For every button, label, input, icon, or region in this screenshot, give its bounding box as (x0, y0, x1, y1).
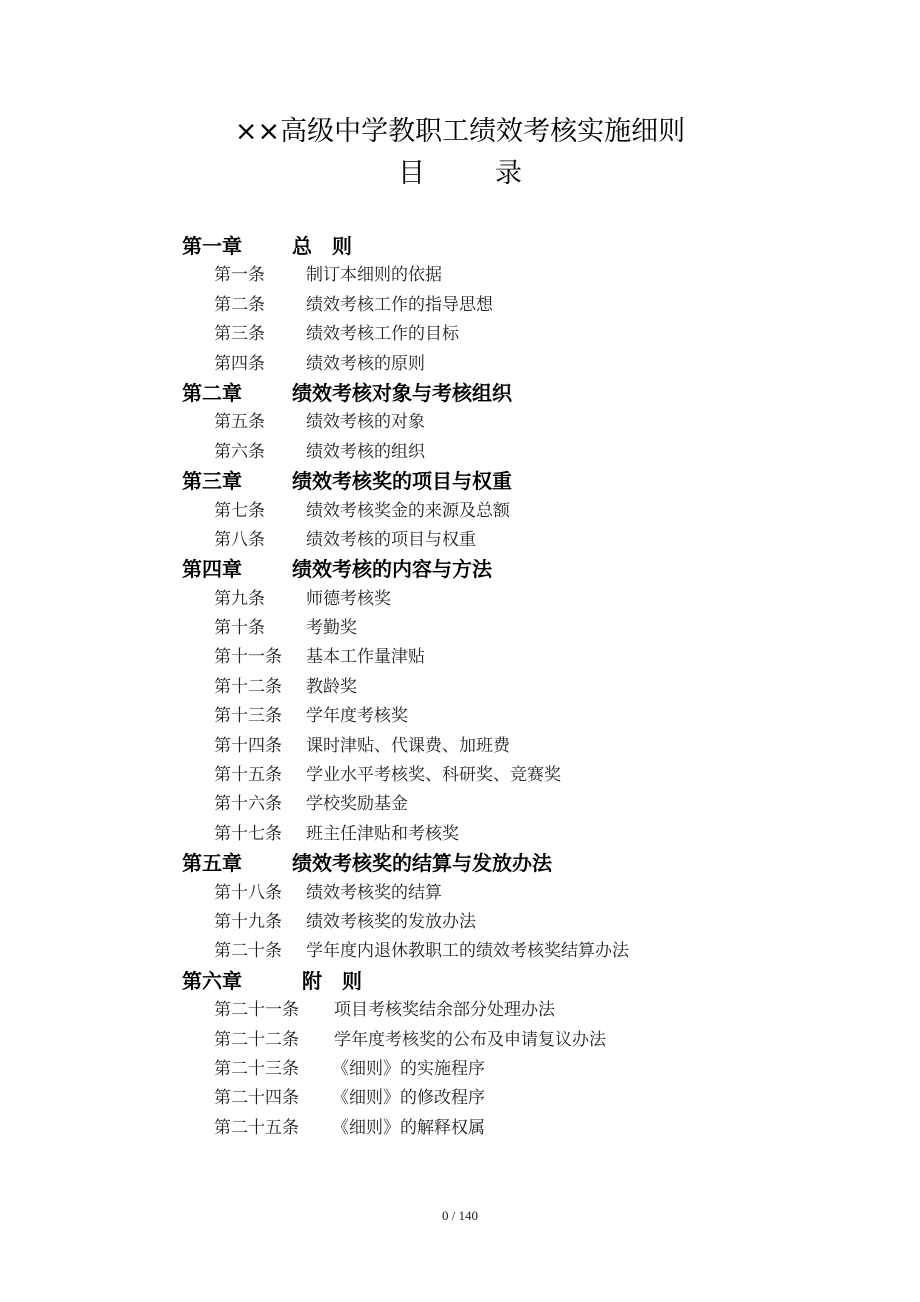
article-title: 绩效考核奖的发放办法 (306, 911, 476, 932)
chapter-title: 绩效考核奖的结算与发放办法 (292, 851, 552, 876)
article-entry[interactable] (182, 1026, 629, 1055)
chapter-heading[interactable] (182, 967, 629, 996)
article-entry[interactable] (182, 320, 629, 349)
article-title: 绩效考核奖金的来源及总额 (306, 500, 510, 521)
chapter-number: 第六章 (182, 968, 242, 993)
article-entry[interactable] (182, 937, 629, 966)
article-title: 项目考核奖结余部分处理办法 (334, 1000, 555, 1021)
article-title: 《细则》的实施程序 (332, 1058, 485, 1079)
toc-heading-right: 录 (495, 158, 522, 189)
article-number: 第十一条 (214, 647, 282, 668)
article-entry[interactable] (182, 790, 629, 819)
article-number: 第四条 (214, 353, 265, 374)
article-entry[interactable] (182, 497, 629, 526)
chapter-heading[interactable] (182, 379, 629, 408)
chapter-number: 第一章 (182, 234, 242, 258)
article-entry[interactable] (182, 261, 629, 290)
chapter-heading[interactable] (182, 467, 629, 496)
article-entry[interactable] (182, 1084, 629, 1113)
chapter-title: 总 则 (292, 234, 352, 258)
article-entry[interactable] (182, 732, 629, 761)
article-number: 第五条 (214, 412, 265, 433)
article-title: 绩效考核奖的结算 (306, 882, 442, 903)
table-of-contents (182, 232, 629, 1143)
chapter-heading[interactable] (182, 849, 629, 878)
article-number: 第十条 (214, 618, 265, 639)
article-number: 第二十三条 (214, 1058, 299, 1079)
chapter-number: 第二章 (182, 380, 242, 405)
article-number: 第二条 (214, 294, 265, 315)
article-title: 班主任津贴和考核奖 (306, 823, 459, 844)
article-entry[interactable] (182, 761, 629, 790)
article-number: 第二十五条 (214, 1117, 299, 1138)
article-number: 第十四条 (214, 735, 282, 756)
article-entry[interactable] (182, 673, 629, 702)
article-title: 师德考核奖 (306, 588, 391, 609)
article-entry[interactable] (182, 702, 629, 731)
article-number: 第六条 (214, 441, 265, 462)
article-entry[interactable] (182, 1055, 629, 1084)
article-title: 教龄奖 (306, 676, 357, 697)
article-title: 《细则》的解释权属 (332, 1117, 485, 1138)
article-number: 第十七条 (214, 823, 282, 844)
article-title: 绩效考核工作的指导思想 (306, 294, 493, 315)
page-indicator: 0 / 140 (441, 1208, 479, 1223)
article-entry[interactable] (182, 350, 629, 379)
chapter-title: 附 则 (302, 968, 362, 993)
article-number: 第一条 (214, 265, 265, 286)
article-title: 学年度考核奖的公布及申请复议办法 (334, 1029, 606, 1050)
document-title: ××高级中学教职工绩效考核实施细则 (234, 116, 686, 147)
chapter-number: 第三章 (182, 469, 242, 494)
article-title: 学年度内退休教职工的绩效考核奖结算办法 (306, 941, 629, 962)
chapter-heading[interactable] (182, 555, 629, 584)
chapter-title: 绩效考核对象与考核组织 (292, 380, 512, 405)
article-entry[interactable] (182, 291, 629, 320)
article-number: 第二十条 (214, 941, 282, 962)
chapter-heading[interactable] (182, 232, 629, 261)
article-entry[interactable] (182, 526, 629, 555)
chapter-title: 绩效考核奖的项目与权重 (292, 469, 512, 494)
article-entry[interactable] (182, 996, 629, 1025)
article-number: 第二十四条 (214, 1088, 299, 1109)
article-title: 绩效考核的组织 (306, 441, 425, 462)
article-title: 绩效考核工作的目标 (306, 324, 459, 345)
article-title: 基本工作量津贴 (306, 647, 425, 668)
article-entry[interactable] (182, 820, 629, 849)
article-title: 学年度考核奖 (306, 706, 408, 727)
article-title: 考勤奖 (306, 618, 357, 639)
chapter-number: 第四章 (182, 557, 242, 582)
article-number: 第十二条 (214, 676, 282, 697)
article-number: 第三条 (214, 324, 265, 345)
article-number: 第二十二条 (214, 1029, 299, 1050)
article-title: 制订本细则的依据 (306, 265, 442, 286)
article-number: 第十五条 (214, 765, 282, 786)
toc-heading-left: 目 (398, 158, 425, 189)
article-entry[interactable] (182, 408, 629, 437)
chapter-number: 第五章 (182, 851, 242, 876)
article-title: 绩效考核的原则 (306, 353, 425, 374)
article-number: 第九条 (214, 588, 265, 609)
article-entry[interactable] (182, 643, 629, 672)
article-entry[interactable] (182, 438, 629, 467)
article-title: 学校奖励基金 (306, 794, 408, 815)
article-number: 第十三条 (214, 706, 282, 727)
article-number: 第十九条 (214, 911, 282, 932)
chapter-title: 绩效考核的内容与方法 (292, 557, 492, 582)
article-number: 第二十一条 (214, 1000, 299, 1021)
article-title: 绩效考核的项目与权重 (306, 529, 476, 550)
article-entry[interactable] (182, 1114, 629, 1143)
toc-heading (0, 155, 920, 193)
article-number: 第八条 (214, 529, 265, 550)
article-number: 第十六条 (214, 794, 282, 815)
article-entry[interactable] (182, 879, 629, 908)
article-entry[interactable] (182, 614, 629, 643)
article-title: 《细则》的修改程序 (332, 1088, 485, 1109)
article-number: 第七条 (214, 500, 265, 521)
article-entry[interactable] (182, 585, 629, 614)
article-entry[interactable] (182, 908, 629, 937)
article-title: 课时津贴、代课费、加班费 (306, 735, 510, 756)
article-title: 绩效考核的对象 (306, 412, 425, 433)
article-number: 第十八条 (214, 882, 282, 903)
article-title: 学业水平考核奖、科研奖、竞赛奖 (306, 765, 561, 786)
